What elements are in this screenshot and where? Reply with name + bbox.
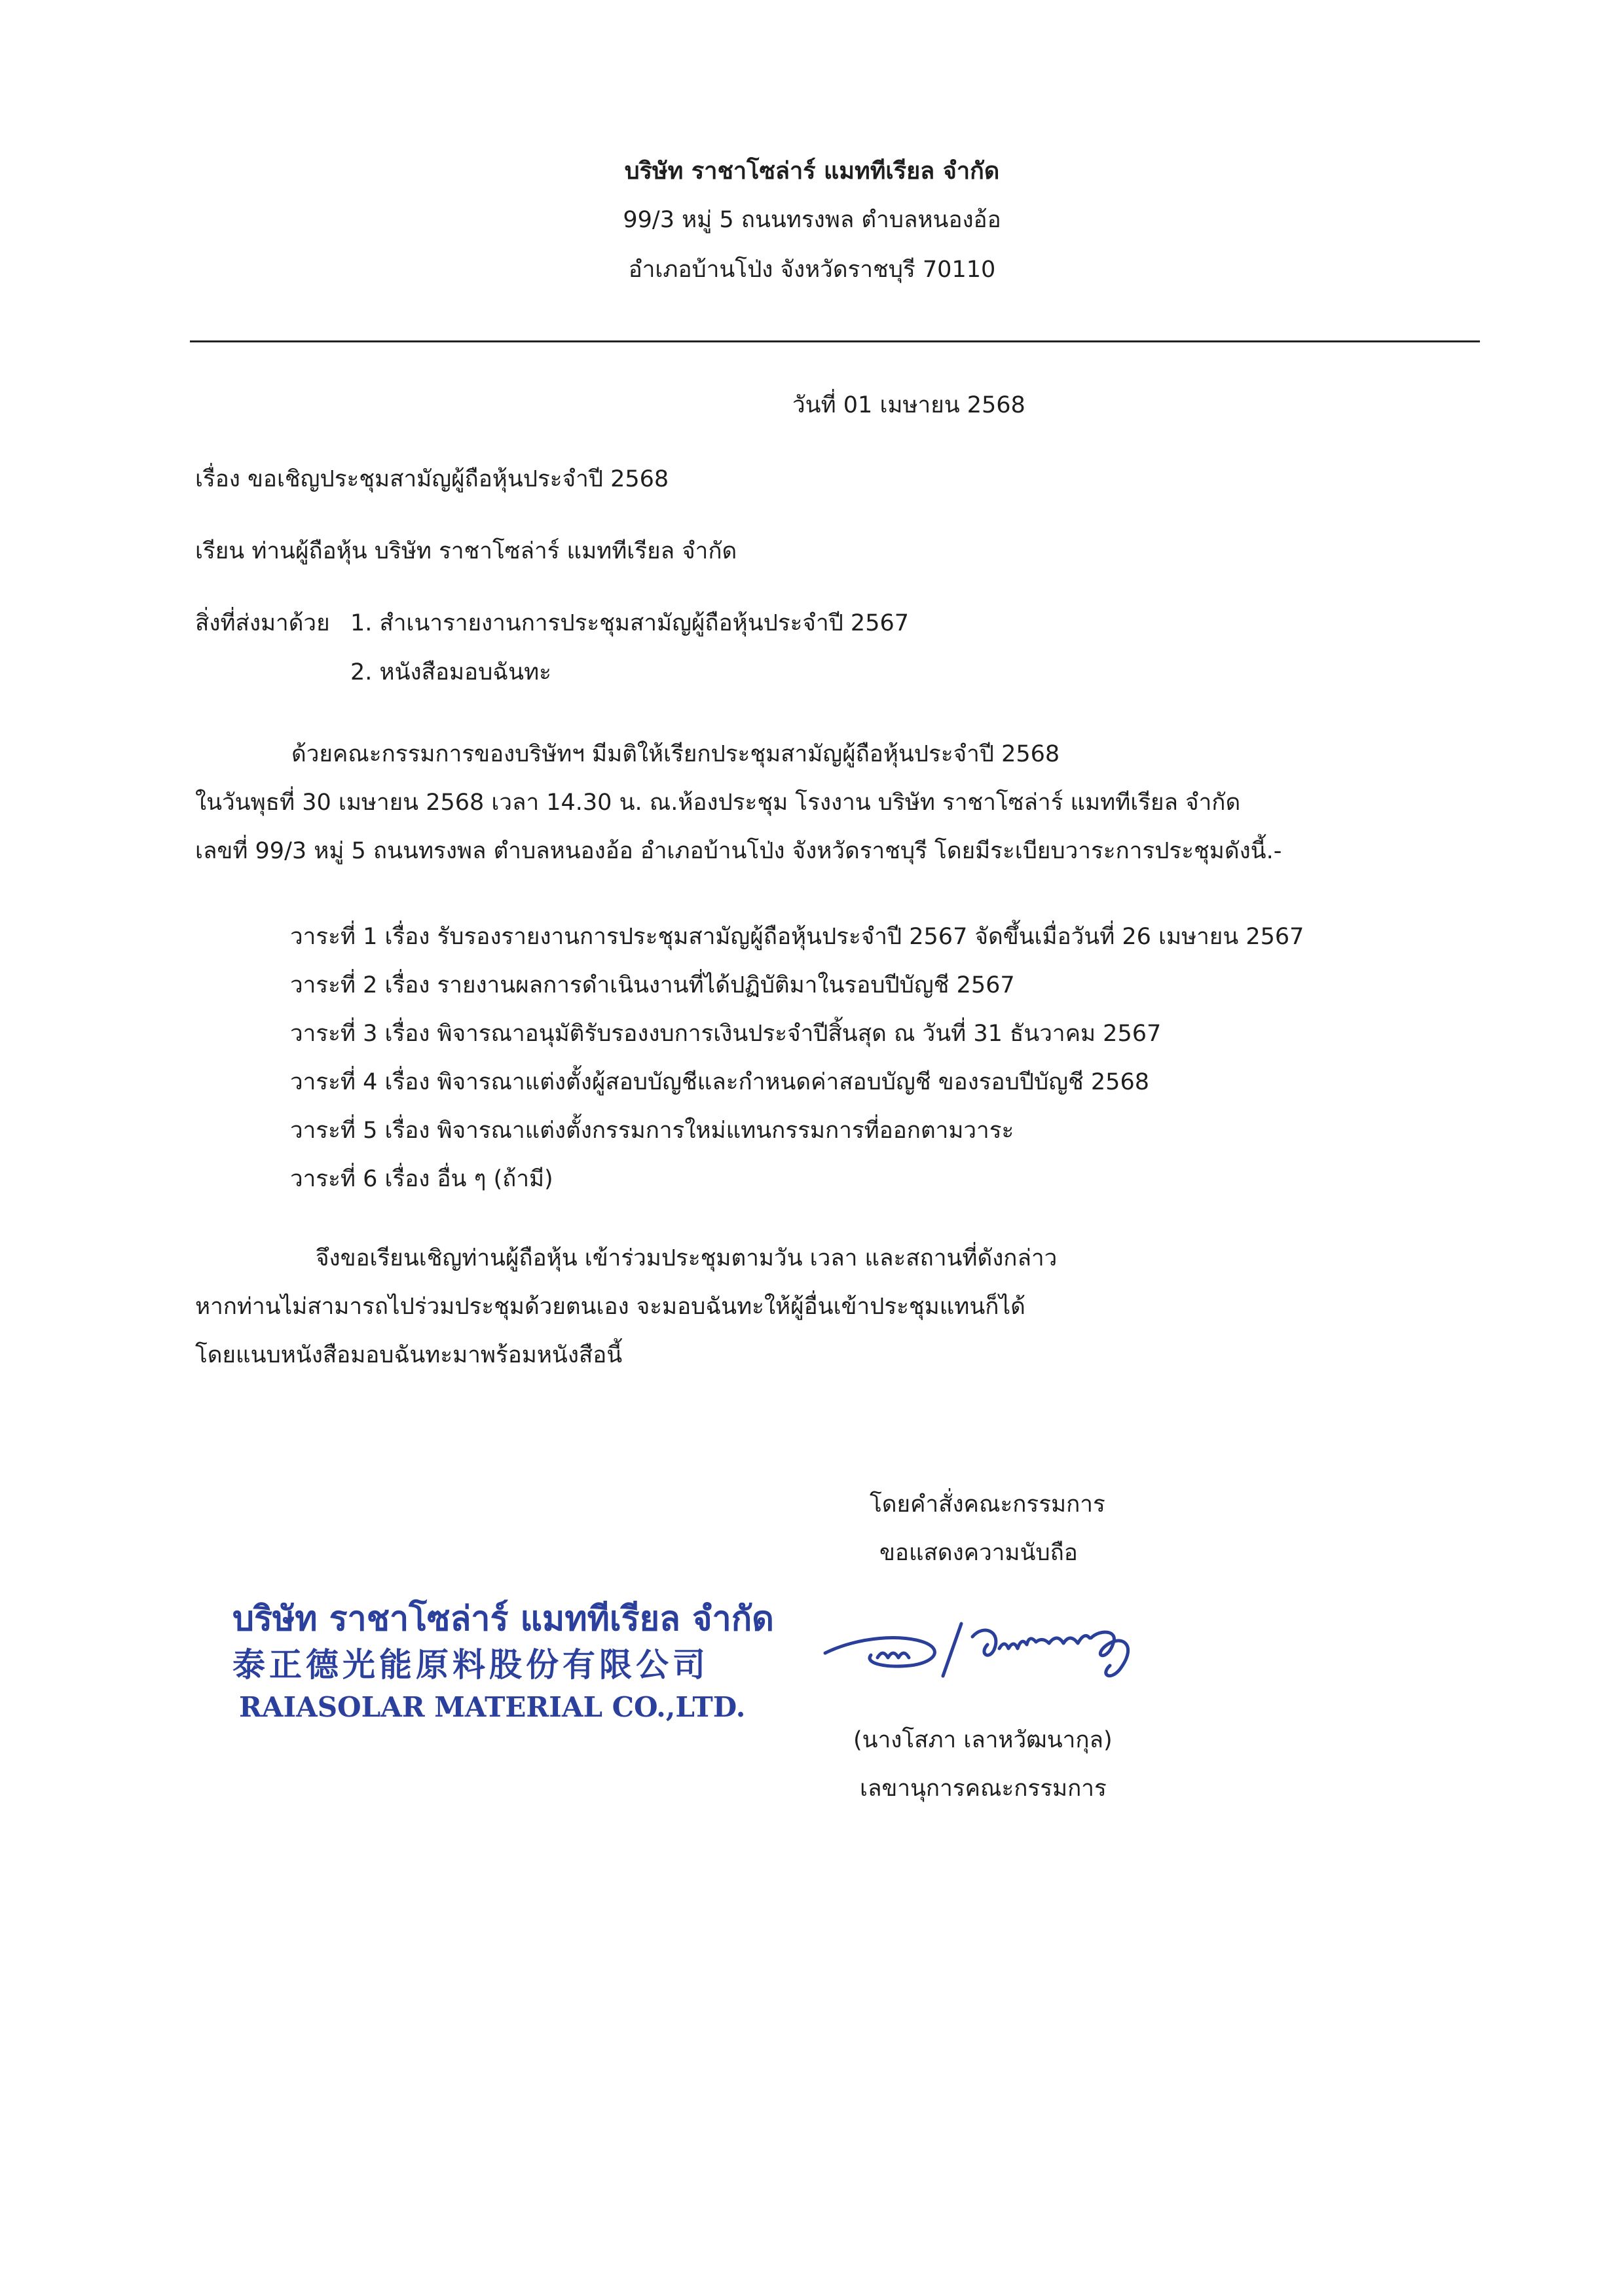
closing-line: โดยแนบหนังสือมอบฉันทะมาพร้อมหนังสือนี้ [195,1342,623,1368]
signer-title: เลขานุการคณะกรรมการ [860,1776,1107,1802]
letter-subject: เรื่อง ขอเชิญประชุมสามัญผู้ถือหุ้นประจำปี 2568 [195,466,669,492]
header-divider [190,340,1480,342]
intro-line: เลขที่ 99/3 หมู่ 5 ถนนทรงพล ตำบลหนองอ้อ อำเภอบ้านโป่ง จังหวัดราชบุรี โดยมีระเบียบวาระการประชุมดังนี้.- [195,838,1282,864]
stamp-english-text: RAIASOLAR MATERIAL CO.,LTD. [239,1691,746,1723]
enclosures-label: สิ่งที่ส่งมาด้วย [195,610,330,636]
agenda-item: วาระที่ 4 เรื่อง พิจารณาแต่งตั้งผู้สอบบัญชีและกำหนดค่าสอบบัญชี ของรอบปีบัญชี 2568 [290,1069,1149,1095]
intro-line: ในวันพุธที่ 30 เมษายน 2568 เวลา 14.30 น. ณ.ห้องประชุม โรงงาน บริษัท ราชาโซล่าร์ แมททีเรียล จำกัด [195,790,1241,816]
company-stamp [216,1591,819,1735]
letter-date: วันที่ 01 เมษายน 2568 [792,392,1025,418]
company-name: บริษัท ราชาโซล่าร์ แมททีเรียล จำกัด [624,158,1000,185]
intro-line: ด้วยคณะกรรมการของบริษัทฯ มีมติให้เรียกประชุมสามัญผู้ถือหุ้นประจำปี 2568 [291,741,1060,767]
address-line-1: 99/3 หมู่ 5 ถนนทรงพล ตำบลหนองอ้อ [623,207,1001,233]
closing-line: จึงขอเรียนเชิญท่านผู้ถือหุ้น เข้าร่วมประชุมตามวัน เวลา และสถานที่ดังกล่าว [316,1245,1058,1271]
signature-image [812,1597,1179,1696]
enclosure-item: 2. หนังสือมอบฉันทะ [350,659,551,685]
closing-line: หากท่านไม่สามารถไปร่วมประชุมด้วยตนเอง จะมอบฉันทะให้ผู้อื่นเข้าประชุมแทนก็ได้ [195,1294,1025,1320]
signer-name: (นางโสภา เลาหวัฒนากุล) [853,1727,1113,1753]
enclosure-item: 1. สำเนารายงานการประชุมสามัญผู้ถือหุ้นประจำปี 2567 [350,610,910,636]
by-order-text: โดยคำสั่งคณะกรรมการ [870,1491,1105,1518]
stamp-thai-text: บริษัท ราชาโซล่าร์ แมททีเรียล จำกัด [232,1599,774,1639]
stamp-chinese-text: 泰正德光能原料股份有限公司 [232,1645,709,1684]
agenda-item: วาระที่ 2 เรื่อง รายงานผลการดำเนินงานที่ได้ปฏิบัติมาในรอบปีบัญชี 2567 [290,972,1015,998]
agenda-item: วาระที่ 5 เรื่อง พิจารณาแต่งตั้งกรรมการใหม่แทนกรรมการที่ออกตามวาระ [290,1118,1014,1144]
agenda-item: วาระที่ 6 เรื่อง อื่น ๆ (ถ้ามี) [290,1166,553,1192]
regards-text: ขอแสดงความนับถือ [879,1540,1078,1566]
address-line-2: อำเภอบ้านโป่ง จังหวัดราชบุรี 70110 [628,257,996,283]
agenda-item: วาระที่ 1 เรื่อง รับรองรายงานการประชุมสามัญผู้ถือหุ้นประจำปี 2567 จัดขึ้นเมื่อวันที่ 26 เมษายน 2567 [290,924,1304,950]
agenda-item: วาระที่ 3 เรื่อง พิจารณาอนุมัติรับรองงบการเงินประจำปีสิ้นสุด ณ วันที่ 31 ธันวาคม 2567 [290,1021,1162,1047]
letter-recipient: เรียน ท่านผู้ถือหุ้น บริษัท ราชาโซล่าร์ แมททีเรียล จำกัด [195,538,737,564]
